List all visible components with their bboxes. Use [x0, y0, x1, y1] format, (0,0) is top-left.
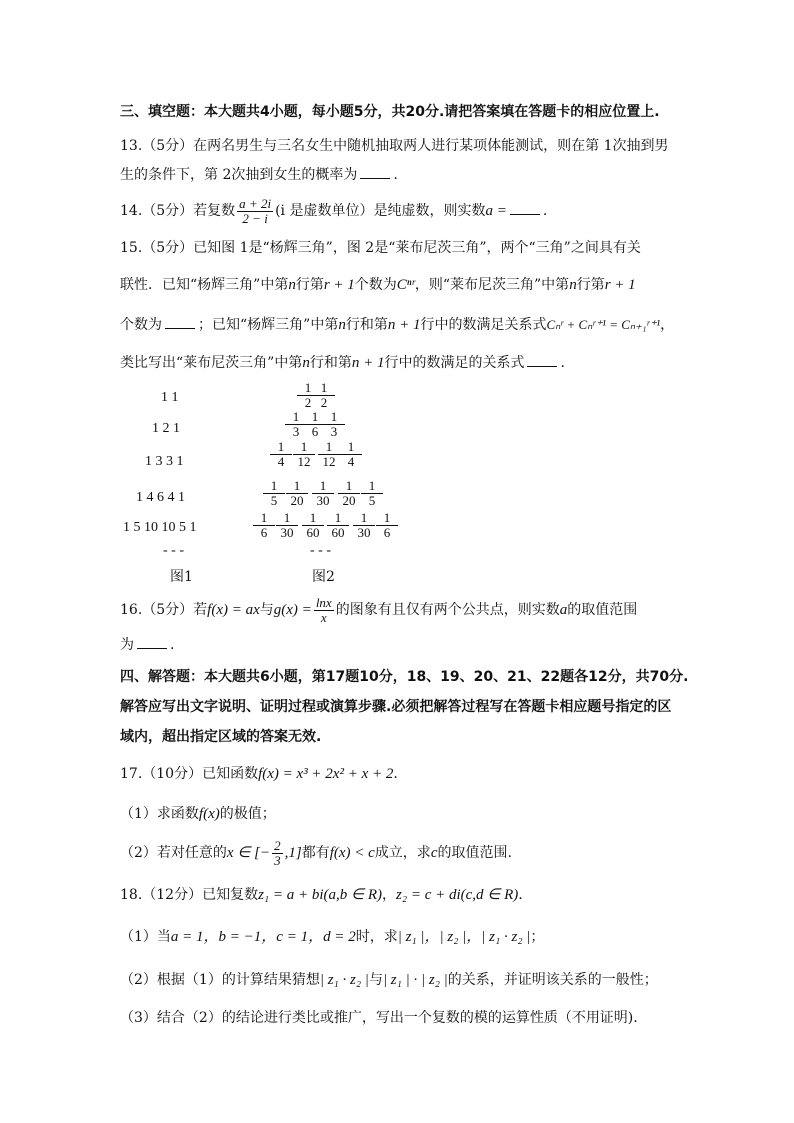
figure2-fraction: 1 30	[276, 511, 298, 540]
q18-text: （2）根据（1）的计算结果猜想	[120, 972, 320, 988]
figure1-row: 1 3 3 1	[145, 454, 184, 469]
answer-blank	[165, 316, 195, 329]
q15-text: .	[560, 355, 565, 371]
q15-text: 行和第	[345, 317, 388, 333]
q18-text: 的关系，并证明该关系的一般性；	[447, 972, 658, 988]
q14-fraction	[237, 197, 273, 226]
section4-heading-line1: 四、解答题：本大题共6小题，第17题10分，18、19、20、21、22题各12分，共70分.	[120, 669, 689, 685]
q18-text: ，	[382, 887, 397, 903]
q15-text: 个数为	[120, 317, 162, 333]
q14-end: .	[542, 203, 548, 219]
figure2-fraction: 1 5	[263, 479, 285, 508]
q16-frac-num: lnx	[315, 594, 332, 610]
figure2-ellipsis: - - -	[310, 543, 331, 558]
q15-line4	[120, 354, 565, 372]
figure2-fraction: 1 6	[376, 511, 398, 540]
figure2-fraction: 1 20	[286, 479, 308, 508]
q18-text: 时，求	[355, 929, 398, 945]
section3-heading: 三、填空题：本大题共4小题，每小题5分，共20分.请把答案填在答题卡的相应位置上.	[120, 104, 660, 120]
q18-line	[120, 886, 523, 904]
q16-text: 与	[259, 602, 274, 618]
q16-line1	[120, 595, 637, 625]
q14-frac-num: a + 2i	[239, 195, 272, 211]
figure2-fraction: 1 5	[361, 479, 383, 508]
q18-z2: z₂ = c + di(c,d ∈ R)	[396, 887, 519, 903]
q17-line	[120, 765, 398, 783]
q17-text: 成立，求	[374, 845, 431, 861]
figure2-fraction: 1 60	[302, 511, 324, 540]
q18-part3: （3）结合（2）的结论进行类比或推广，写出一个复数的模的运算性质（不用证明).	[120, 1010, 638, 1026]
figure1-row: 1 4 6 4 1	[136, 490, 185, 505]
q18-z1: z₁ = a + bi(a,b ∈ R)	[258, 887, 383, 903]
figure2-caption: 图2	[312, 569, 335, 585]
q15-text: 个数为	[354, 277, 397, 293]
q16-frac-den: x	[320, 609, 327, 625]
figure1-row: 1 1	[161, 390, 179, 405]
q18-expr: | z₁ | · | z₂ |	[382, 972, 448, 988]
q13-line1: 13.（5分）在两名男生与三名女生中随机抽取两人进行某项体能测试，则在第 1次抽到男	[120, 138, 669, 154]
q15-text: ；已知“杨辉三角”中第	[198, 317, 339, 333]
q16-text: 的取值范围	[567, 602, 638, 618]
q15-text: 行和第	[309, 355, 352, 371]
q17-text: 的取值范围.	[437, 845, 512, 861]
q16-line2	[120, 636, 174, 654]
q14-middle: (i 是虚数单位）是纯虚数，则实数	[275, 203, 486, 219]
figure1-row: 1 5 10 10 5 1	[123, 520, 197, 535]
answer-blank	[137, 636, 167, 649]
q17-text: 的极值；	[219, 806, 276, 822]
q15-text: 类比写出“莱布尼茨三角”中第	[120, 355, 303, 371]
q15-text: 联性．已知“杨辉三角”中第	[120, 277, 289, 293]
q17-formula: f(x) = x³ + 2x² + x + 2	[258, 766, 394, 782]
q15-formula: Cₙʳ + Cₙʳ⁺¹ = Cₙ₊₁ʳ⁺¹	[546, 317, 661, 332]
figure2-fraction: 1 20	[338, 479, 360, 508]
q18-text: .	[518, 887, 523, 903]
q15-text: 行第	[295, 277, 324, 293]
q15-binomial: Cⁿʳ	[396, 277, 415, 293]
q15-line3	[120, 316, 674, 334]
figure2-fraction: 1 30	[312, 479, 334, 508]
q13-line2	[120, 166, 398, 184]
q18-text: ；	[530, 929, 545, 945]
figure2-fraction: 1 2	[297, 381, 319, 410]
q13-text: 生的条件下，第 2次抽到女生的概率为	[120, 167, 358, 183]
q15-var-r1: r + 1	[604, 277, 636, 293]
q15-var-n1: n + 1	[387, 317, 421, 333]
figure2-fraction: 1 2	[313, 381, 335, 410]
q15-line2	[120, 276, 636, 294]
q14-var: a =	[485, 203, 507, 219]
figure2-fraction: 1 12	[318, 440, 340, 469]
q15-text: 行第	[576, 277, 605, 293]
q17-part2	[120, 838, 512, 868]
q14-prefix: 14.（5分）若复数	[120, 203, 236, 219]
q15-text: ，则“莱布尼茨三角”中第	[414, 277, 570, 293]
q17-f: f(x)	[198, 806, 220, 822]
q16-text: .	[170, 637, 175, 653]
q17-text: （2）若对任意的	[120, 845, 227, 861]
q17-text: .	[393, 766, 398, 782]
q16-var-a: a	[559, 602, 568, 618]
q17-frac-den: 3	[274, 852, 281, 868]
q15-var-n: n	[338, 317, 346, 333]
q18-expressions: | z₁ |，| z₂ |，| z₁ · z₂ |	[397, 929, 531, 945]
figure1-ellipsis: - - -	[163, 543, 184, 558]
figure2-fraction: 1 6	[304, 410, 326, 439]
q18-expr: | z₁ · z₂ |	[319, 972, 369, 988]
q15-var-r1: r + 1	[323, 277, 355, 293]
q15-var-n1: n + 1	[351, 355, 385, 371]
answer-blank	[360, 166, 390, 179]
q17-interval: x ∈ [−	[226, 845, 271, 861]
q13-end: .	[393, 167, 398, 183]
q15-line1: 15.（5分）已知图 1是“杨辉三角”，图 2是“莱布尼茨三角”，两个“三角”之间具有关	[120, 240, 641, 256]
figure2-fraction: 1 4	[340, 440, 362, 469]
q17-var-c: c	[430, 845, 438, 861]
q16-fraction	[314, 596, 334, 625]
q18-values: a = 1，b = −1，c = 1，d = 2	[170, 929, 356, 945]
q18-part1	[120, 928, 544, 946]
q17-interval: ,1]	[284, 845, 302, 861]
q18-text: （1）当	[120, 929, 171, 945]
figure2-fraction: 1 4	[270, 440, 292, 469]
q16-text: 为	[120, 637, 134, 653]
q15-var-n: n	[288, 277, 296, 293]
section4-heading-line2: 解答应写出文字说明、证明过程或演算步骤.必须把解答过程写在答题卡相应题号指定的区	[120, 699, 672, 715]
q17-text: 都有	[301, 845, 330, 861]
figure2-fraction: 1 12	[293, 440, 315, 469]
figure2-fraction: 1 30	[353, 511, 375, 540]
q15-text: 行中的数满足的关系式	[384, 355, 525, 371]
q16-g: g(x) =	[273, 602, 312, 618]
q17-part1	[120, 805, 276, 823]
q18-text: 18.（12分）已知复数	[120, 887, 259, 903]
figure2-fraction: 1 6	[253, 511, 275, 540]
figure1-caption: 图1	[170, 569, 193, 585]
q17-text: （1）求函数	[120, 806, 199, 822]
q15-var-n: n	[569, 277, 577, 293]
q16-text: 16.（5分）若	[120, 602, 208, 618]
q16-f: f(x) = ax	[207, 602, 260, 618]
q17-fraction	[272, 839, 283, 868]
q16-text: 的图象有且仅有两个公共点，则实数	[335, 602, 560, 618]
q14-frac-den: 2 − i	[242, 210, 268, 226]
q15-text: 行中的数满足关系式	[420, 317, 547, 333]
answer-blank	[527, 354, 557, 367]
figure2-fraction: 1 3	[285, 410, 307, 439]
answer-blank	[510, 202, 540, 215]
q17-text: 17.（10分）已知函数	[120, 766, 259, 782]
q15-var-n: n	[302, 355, 310, 371]
figure2-fraction: 1 3	[323, 410, 345, 439]
q18-part2	[120, 971, 658, 989]
q15-text: ，	[660, 317, 675, 333]
q14-line	[120, 196, 547, 226]
q17-frac-num: 2	[274, 837, 281, 853]
figure2-fraction: 1 60	[327, 511, 349, 540]
figure1-row: 1 2 1	[152, 421, 180, 436]
q17-inequality: f(x) < c	[329, 845, 375, 861]
section4-heading-line3: 域内，超出指定区域的答案无效.	[120, 729, 322, 745]
q18-text: 与	[368, 972, 383, 988]
